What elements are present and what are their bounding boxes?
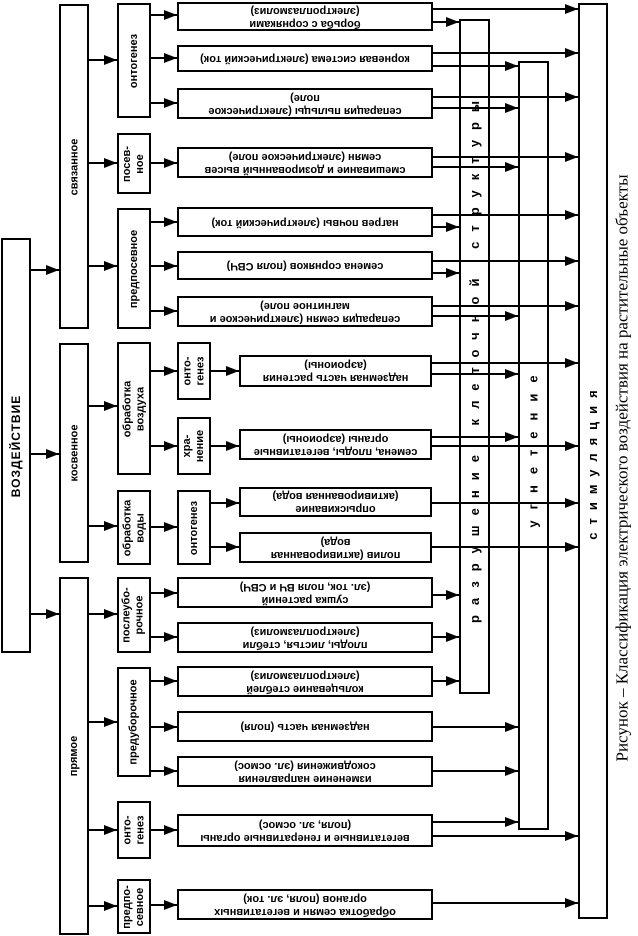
node-label: кольцевание стеблей (электроплазмолиз) [246,669,364,695]
node-label: сепарация семян (электрическое и магнитное поле) [209,299,401,325]
node-label: разрушение клеточной структуры [466,90,482,623]
node-label: предпосевное [128,229,141,308]
node-label: вегетативные и генеративные органы (поля, эл. осмос) [200,818,410,844]
node-label: онто- генез [121,815,146,845]
node-label: надземная часть растения (аэроионы) [262,359,409,384]
node-label: онтогенез [128,33,141,88]
node-label: угнетение [525,363,541,528]
figure-caption-text: Рисунок – Классификация электрического воздействия на растительные объекты [612,174,632,762]
node-label: плоды, листья, стебли (электроплазмолиз) [242,625,368,651]
node-label: смешивание и дозированный высев семян (электрическое поле) [204,150,406,176]
node-label: предпо- севное [121,884,146,929]
arrow-group [31,9,578,906]
node-label: сушка растений (эл. ток, поля ВЧ и СВЧ) [239,580,371,606]
node-label: борьба с сорняками (электроплазмолиз) [249,4,361,30]
node-label: связанное [68,138,80,195]
node-label: хра- нение [181,429,207,463]
node-label: семена, плоды, вегетативные органы (аэроионы) [253,432,418,458]
node-label: изменение направления сокодвижения (эл. осмос) [234,759,376,785]
node-label: предуборочное [128,679,141,765]
node-label: стимуляция [585,382,601,540]
node-label: онтогенез [188,500,201,555]
node-label: обработка воды [121,499,147,556]
node-label: обработка воздуха [121,380,147,437]
node-label: ВОЗДЕЙСТВИЕ [9,394,24,497]
node-label: сепарация пыльцы (электрическое поле) [208,91,402,117]
node-label: косвенное [68,424,81,482]
node-label: надземная часть (поля) [240,721,370,733]
node-label: обработка семян и вегетативных органов (поля, эл. ток) [214,892,396,918]
node-label: семена сорняков (поля СВЧ) [226,260,384,272]
node-label: послеубо- рочное [121,587,147,643]
node-label: нагрев почвы (электрический ток) [211,216,399,229]
node-label: прямое [68,735,80,777]
node-label: опрыскивание (активированная вода) [272,490,399,515]
node-label: посев- ное [121,145,147,182]
node-label: полив (активированная вода) [270,535,401,561]
node-label: онто- генез [181,356,206,386]
node-label: корневая система (электрический ток) [200,53,410,65]
